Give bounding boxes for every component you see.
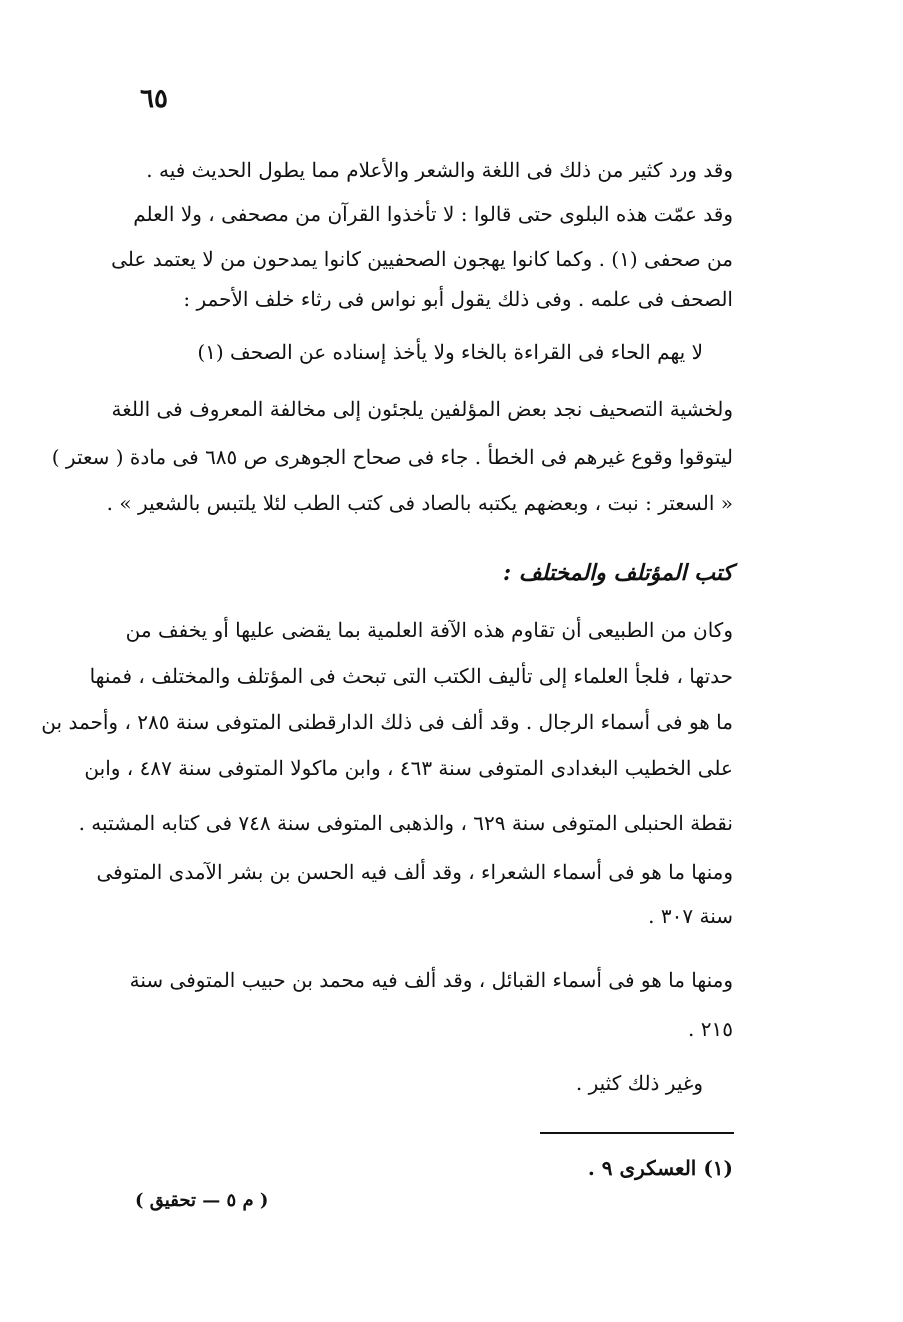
text-line: وكان من الطبيعى أن تقاوم هذه الآفة العلمية بما يقضى عليها أو يخفف من xyxy=(125,618,733,642)
text-line: ما هو فى أسماء الرجال . وقد ألف فى ذلك الدارقطنى المتوفى سنة ٢٨٥ ، وأحمد بن xyxy=(41,710,733,734)
section-heading: كتب المؤتلف والمختلف : xyxy=(503,560,733,586)
text-line: « السعتر : نبت ، وبعضهم يكتبه بالصاد فى كتب الطب لئلا يلتبس بالشعير » . xyxy=(106,491,733,515)
printer-signature: ( م ٥ — تحقيق ) xyxy=(135,1190,269,1211)
text-line: نقطة الحنبلى المتوفى سنة ٦٢٩ ، والذهبى المتوفى سنة ٧٤٨ فى كتابه المشتبه . xyxy=(78,811,733,835)
text-line: وغير ذلك كثير . xyxy=(575,1071,703,1095)
text-line: حدتها ، فلجأ العلماء إلى تأليف الكتب التى تبحث فى المؤتلف والمختلف ، فمنها xyxy=(89,664,733,688)
text-line: ولخشية التصحيف نجد بعض المؤلفين يلجئون إلى مخالفة المعروف فى اللغة xyxy=(111,397,733,421)
text-line: ٢١٥ . xyxy=(688,1017,733,1041)
text-line: ومنها ما هو فى أسماء الشعراء ، وقد ألف فيه الحسن بن بشر الآمدى المتوفى xyxy=(96,860,733,884)
text-line: الصحف فى علمه . وفى ذلك يقول أبو نواس فى رثاء خلف الأحمر : xyxy=(183,287,733,311)
poem-verse: لا يهم الحاء فى القراءة بالخاء ولا يأخذ إسناده عن الصحف (١) xyxy=(197,340,703,364)
text-line: على الخطيب البغدادى المتوفى سنة ٤٦٣ ، وابن ماكولا المتوفى سنة ٤٨٧ ، وابن xyxy=(84,756,733,780)
text-line: وقد عمّت هذه البلوى حتى قالوا : لا تأخذوا القرآن من مصحفى ، ولا العلم xyxy=(133,202,733,226)
text-line: وقد ورد كثير من ذلك فى اللغة والشعر والأعلام مما يطول الحديث فيه . xyxy=(146,158,733,182)
footnote-divider xyxy=(540,1132,734,1134)
text-line: من صحفى (١) . وكما كانوا يهجون الصحفيين كانوا يمدحون من لا يعتمد على xyxy=(111,247,733,271)
footnote: (١) العسكرى ٩ . xyxy=(587,1156,733,1180)
text-line: ومنها ما هو فى أسماء القبائل ، وقد ألف فيه محمد بن حبيب المتوفى سنة xyxy=(129,968,733,992)
page-number: ٦٥ xyxy=(140,84,168,114)
text-line: سنة ٣٠٧ . xyxy=(648,904,733,928)
text-line: ليتوقوا وقوع غيرهم فى الخطأ . جاء فى صحاح الجوهرى ص ٦٨٥ فى مادة ( سعتر ) xyxy=(51,445,733,469)
